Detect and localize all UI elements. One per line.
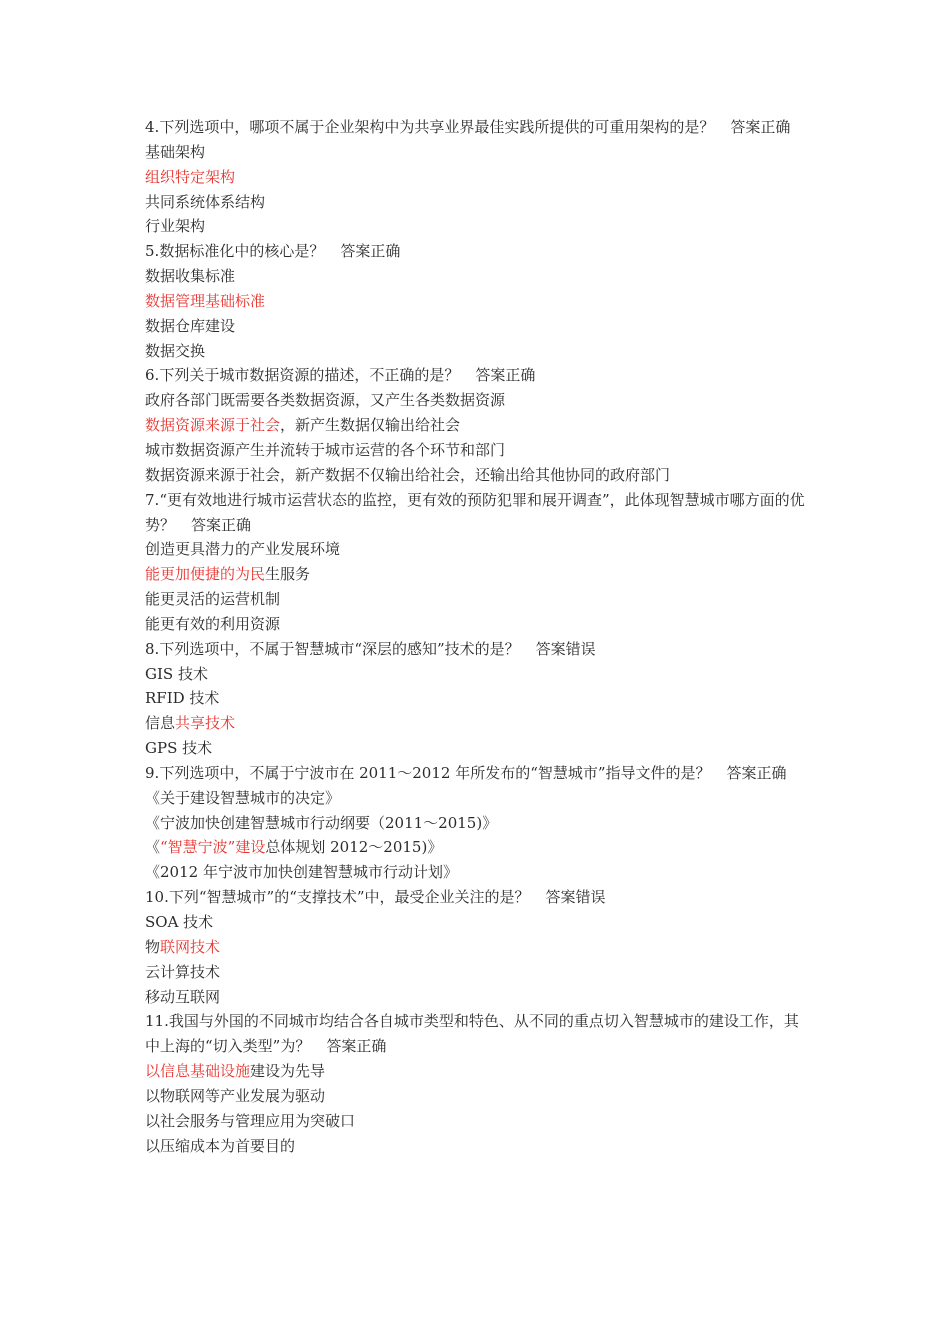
answer-status: 答案正确 bbox=[191, 515, 252, 534]
answer-option bbox=[145, 314, 810, 339]
answer-option bbox=[145, 1084, 810, 1109]
question-stem bbox=[145, 637, 810, 662]
question-stem bbox=[145, 761, 810, 786]
option-text: 数据交换 bbox=[145, 341, 206, 360]
answer-status: 答案正确 bbox=[326, 1037, 387, 1056]
option-text: 以社会服务与管理应用为突破口 bbox=[145, 1111, 356, 1130]
option-text: 《宁波加快创建智慧城市行动纲要（2011～2015)》 bbox=[145, 813, 498, 832]
question-list bbox=[145, 115, 810, 1158]
highlighted-option-text: 以信息基础设施 bbox=[145, 1062, 251, 1081]
option-text: 《 bbox=[145, 838, 161, 857]
answer-status: 答案正确 bbox=[726, 763, 787, 782]
option-text: 数据收集标准 bbox=[145, 267, 236, 286]
answer-status: 答案正确 bbox=[730, 118, 791, 136]
answer-option bbox=[145, 711, 810, 736]
question-number: 5. bbox=[145, 242, 160, 261]
option-text: 物 bbox=[145, 937, 161, 956]
question-stem bbox=[145, 488, 810, 538]
highlighted-option-text: 能更加便捷的为民 bbox=[145, 565, 266, 584]
answer-option bbox=[145, 562, 810, 587]
answer-status: 答案正确 bbox=[475, 366, 536, 385]
option-text: 城市数据资源产生并流转于城市运营的各个环节和部门 bbox=[145, 440, 506, 459]
answer-option bbox=[145, 811, 810, 836]
highlighted-option-text: 联网技术 bbox=[160, 937, 221, 956]
question-text: “更有效地进行城市运营状态的监控，更有效的预防犯罪和展开调查”，此体现智慧城市哪方面的优势？ bbox=[145, 490, 805, 534]
highlighted-option-text: 组织特定架构 bbox=[145, 167, 236, 186]
option-text: 行业架构 bbox=[145, 217, 206, 236]
question-stem bbox=[145, 363, 810, 388]
option-text: 基础架构 bbox=[145, 142, 206, 161]
option-text: 以压缩成本为首要目的 bbox=[145, 1136, 296, 1155]
answer-option bbox=[145, 140, 810, 165]
answer-status: 答案正确 bbox=[340, 242, 401, 261]
answer-option bbox=[145, 587, 810, 612]
option-text: 建设为先导 bbox=[250, 1062, 326, 1081]
answer-option bbox=[145, 686, 810, 711]
answer-option bbox=[145, 289, 810, 314]
answer-option bbox=[145, 662, 810, 687]
answer-option bbox=[145, 736, 810, 761]
highlighted-option-text: 数据管理基础标准 bbox=[145, 291, 266, 310]
option-text: 生服务 bbox=[265, 565, 311, 584]
question-number: 8. bbox=[145, 639, 160, 658]
option-text: 以物联网等产业发展为驱动 bbox=[145, 1086, 326, 1105]
question-block bbox=[145, 363, 810, 487]
option-text: 《关于建设智慧城市的决定》 bbox=[145, 788, 341, 807]
option-text: 能更灵活的运营机制 bbox=[145, 590, 281, 609]
option-text: 总体规划 2012～2015)》 bbox=[265, 838, 443, 857]
answer-option bbox=[145, 860, 810, 885]
answer-option bbox=[145, 1059, 810, 1084]
question-block bbox=[145, 488, 810, 637]
question-text: 下列选项中，哪项不属于企业架构中为共享业界最佳实践所提供的可重用架构的是？ bbox=[159, 118, 715, 136]
option-text: 能更有效的利用资源 bbox=[145, 614, 281, 633]
answer-option bbox=[145, 1109, 810, 1134]
answer-option bbox=[145, 612, 810, 637]
question-text: 数据标准化中的核心是？ bbox=[159, 242, 325, 261]
option-text: 云计算技术 bbox=[145, 962, 221, 981]
option-text: GIS 技术 bbox=[145, 664, 208, 683]
option-text: 移动互联网 bbox=[145, 987, 221, 1006]
question-number: 4. bbox=[145, 118, 160, 136]
question-number: 6. bbox=[145, 366, 160, 385]
option-text: 创造更具潜力的产业发展环境 bbox=[145, 540, 341, 559]
option-text: SOA 技术 bbox=[145, 913, 214, 931]
highlighted-option-text: 数据资源来源于社会 bbox=[145, 416, 281, 435]
question-stem bbox=[145, 1009, 810, 1059]
answer-option bbox=[145, 413, 810, 438]
option-text: GPS 技术 bbox=[145, 739, 213, 758]
answer-status: 答案错误 bbox=[545, 888, 606, 907]
answer-option bbox=[145, 190, 810, 215]
answer-option bbox=[145, 935, 810, 960]
answer-option bbox=[145, 910, 810, 935]
answer-option bbox=[145, 1134, 810, 1159]
question-stem bbox=[145, 885, 810, 910]
option-text: RFID 技术 bbox=[145, 689, 220, 708]
question-number: 10. bbox=[145, 888, 169, 907]
answer-option bbox=[145, 438, 810, 463]
question-number: 7. bbox=[145, 490, 160, 509]
option-text: ，新产生数据仅输出给社会 bbox=[280, 416, 461, 435]
option-text: 《2012 年宁波市加快创建智慧城市行动计划》 bbox=[145, 863, 458, 882]
answer-status: 答案错误 bbox=[535, 639, 596, 658]
option-text: 信息 bbox=[145, 714, 176, 733]
question-block bbox=[145, 239, 810, 363]
answer-option bbox=[145, 835, 810, 860]
question-text: 下列选项中，不属于智慧城市“深层的感知”技术的是？ bbox=[159, 639, 520, 658]
question-block bbox=[145, 1009, 810, 1158]
option-text: 共同系统体系结构 bbox=[145, 192, 266, 211]
quiz-document bbox=[145, 115, 810, 1158]
answer-option bbox=[145, 463, 810, 488]
answer-option bbox=[145, 960, 810, 985]
question-stem bbox=[145, 115, 810, 140]
question-block bbox=[145, 761, 810, 885]
question-block bbox=[145, 115, 810, 239]
question-text: 我国与外国的不同城市均结合各自城市类型和特色、从不同的重点切入智慧城市的建设工作，其中上海的“切入类型”为？ bbox=[145, 1012, 799, 1056]
question-block bbox=[145, 637, 810, 761]
question-stem bbox=[145, 239, 810, 264]
highlighted-option-text: “智慧宁波”建设 bbox=[160, 838, 266, 857]
answer-option bbox=[145, 537, 810, 562]
answer-option bbox=[145, 339, 810, 364]
question-block bbox=[145, 885, 810, 1009]
question-number: 11. bbox=[145, 1012, 169, 1031]
answer-option bbox=[145, 786, 810, 811]
answer-option bbox=[145, 264, 810, 289]
highlighted-option-text: 共享技术 bbox=[175, 714, 236, 733]
option-text: 数据仓库建设 bbox=[145, 316, 236, 335]
question-text: 下列选项中，不属于宁波市在 2011～2012 年所发布的“智慧城市”指导文件的是？ bbox=[159, 763, 711, 782]
question-text: 下列“智慧城市”的“支撑技术”中，最受企业关注的是？ bbox=[168, 888, 530, 907]
answer-option bbox=[145, 985, 810, 1010]
option-text: 政府各部门既需要各类数据资源，又产生各类数据资源 bbox=[145, 391, 506, 410]
question-number: 9. bbox=[145, 763, 160, 782]
question-text: 下列关于城市数据资源的描述，不正确的是？ bbox=[159, 366, 460, 385]
answer-option bbox=[145, 214, 810, 239]
option-text: 数据资源来源于社会，新产数据不仅输出给社会，还输出给其他协同的政府部门 bbox=[145, 465, 671, 484]
answer-option bbox=[145, 165, 810, 190]
answer-option bbox=[145, 388, 810, 413]
